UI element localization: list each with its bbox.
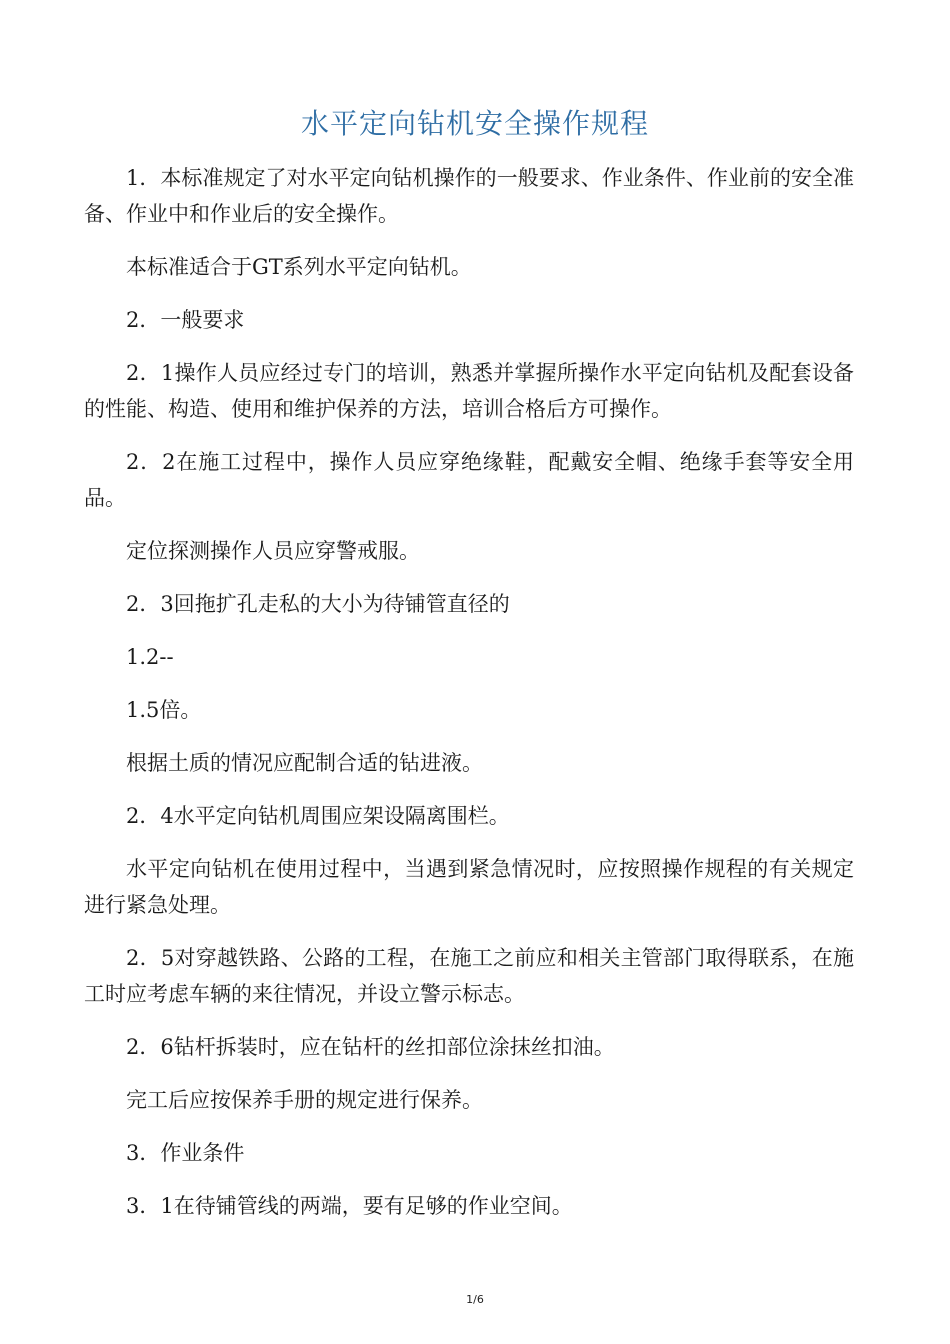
paragraph-3-1: 3．1在待铺管线的两端，要有足够的作业空间。 bbox=[126, 1194, 573, 1218]
paragraph-ratio-end: 1.5倍。 bbox=[126, 698, 202, 722]
paragraph-ratio-start: 1.2-- bbox=[126, 645, 174, 669]
paragraph-emergency: 水平定向钻机在使用过程中，当遇到紧急情况时，应按照操作规程的有关规定进行紧急处理。 bbox=[84, 857, 854, 917]
paragraph-2-3: 2．3回拖扩孔走私的大小为待铺管直径的 bbox=[126, 592, 510, 616]
paragraph-2-1: 2．1操作人员应经过专门的培训，熟悉并掌握所操作水平定向钻机及配套设备的性能、构造、使用和维护保养的方法，培训合格后方可操作。 bbox=[84, 361, 854, 421]
paragraph-maintenance: 完工后应按保养手册的规定进行保养。 bbox=[126, 1088, 483, 1112]
paragraph-2-5: 2．5对穿越铁路、公路的工程，在施工之前应和相关主管部门取得联系，在施工时应考虑车辆的来往情况，并设立警示标志。 bbox=[84, 946, 854, 1006]
paragraph-drilling-fluid: 根据土质的情况应配制合适的钻进液。 bbox=[126, 751, 483, 775]
paragraph-2-6: 2．6钻杆拆装时，应在钻杆的丝扣部位涂抹丝扣油。 bbox=[126, 1035, 615, 1059]
document-body bbox=[84, 160, 854, 1241]
section-heading-conditions: 3．作业条件 bbox=[126, 1141, 245, 1165]
page-number: 1/6 bbox=[466, 1293, 484, 1306]
paragraph-locator-clothing: 定位探测操作人员应穿警戒服。 bbox=[126, 539, 420, 563]
section-heading-general: 2．一般要求 bbox=[126, 308, 245, 332]
paragraph-2-2: 2．2在施工过程中，操作人员应穿绝缘鞋，配戴安全帽、绝缘手套等安全用品。 bbox=[84, 450, 854, 510]
document-title: 水平定向钻机安全操作规程 bbox=[300, 107, 649, 140]
paragraph-applicability: 本标准适合于GT系列水平定向钻机。 bbox=[126, 255, 472, 279]
paragraph-scope: 1．本标准规定了对水平定向钻机操作的一般要求、作业条件、作业前的安全准备、作业中和作业后的安全操作。 bbox=[84, 166, 854, 226]
paragraph-2-4: 2．4水平定向钻机周围应架设隔离围栏。 bbox=[126, 804, 510, 828]
